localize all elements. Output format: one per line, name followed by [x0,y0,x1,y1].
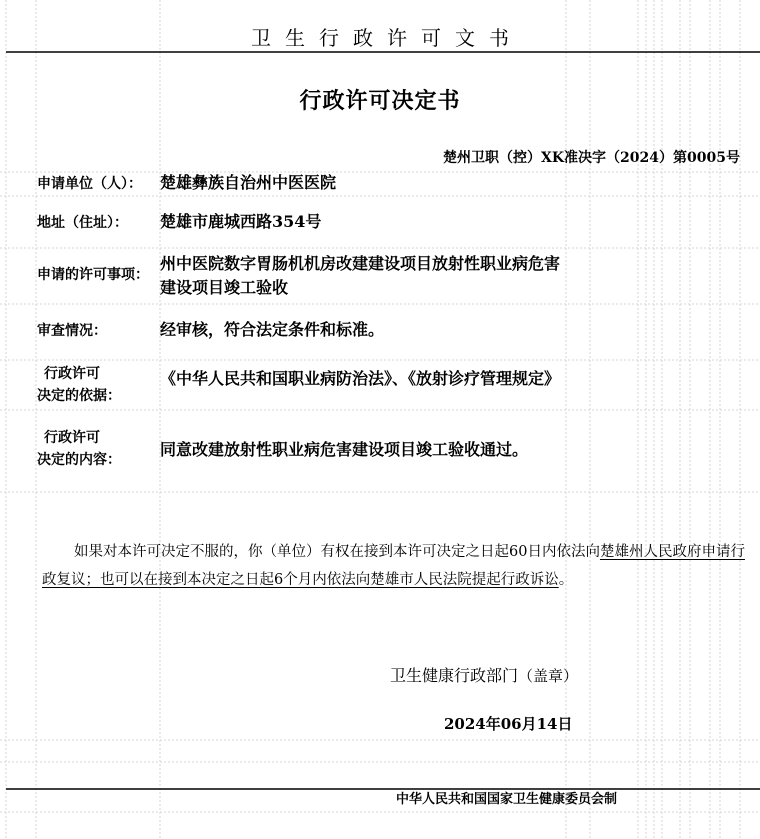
footer-issuer: 中华人民共和国国家卫生健康委员会制 [396,792,618,807]
decision-date: 2024年06月14日 [444,715,573,733]
document-number: 楚州卫职（控）XK准决字（2024）第0005号 [443,150,740,166]
header-title: 卫生行政许可文书 [251,26,523,50]
address-label: 地址（住址）： [37,215,128,231]
appeal-notice [42,538,758,594]
matter-value-line2: 建设项目竣工验收 [160,278,289,297]
basis-label-line1: 行政许可 [44,366,100,382]
applicant-label: 申请单位（人）： [37,176,142,192]
appeal-notice-end: 。 [558,572,574,588]
basis-label-line2: 决定的依据： [37,388,121,404]
applicant-value: 楚雄彝族自治州中医医院 [160,173,337,192]
content-value: 同意改建放射性职业病危害建设项目竣工验收通过。 [160,440,529,459]
department-name: 卫生健康行政部门 [390,666,519,685]
content-label-line2: 决定的内容： [37,452,121,468]
document-title: 行政许可决定书 [299,88,461,114]
basis-value: 《中华人民共和国职业病防治法》、《放射诊疗管理规定》 [160,369,561,388]
issuing-department [390,668,578,684]
address-value: 楚雄市鹿城西路354号 [160,212,322,231]
review-label: 审查情况： [37,323,107,339]
appeal-notice-underlined: 楚雄州人民政府申请行政复议；也可以在接到本决定之日起6个月内依法向楚雄市人民法院提起行政诉讼 [42,544,745,588]
appeal-notice-text: 如果对本许可决定不服的，你（单位）有权在接到本许可决定之日起60日内依法向 [74,544,600,560]
review-value: 经审核，符合法定条件和标准。 [160,320,385,339]
matter-value-line1: 州中医院数字胃肠机机房改建建设项目放射性职业病危害 [160,254,561,273]
content-label-line1: 行政许可 [44,430,100,446]
matter-label: 申请的许可事项： [37,267,149,283]
seal-note: （盖章） [518,667,579,685]
